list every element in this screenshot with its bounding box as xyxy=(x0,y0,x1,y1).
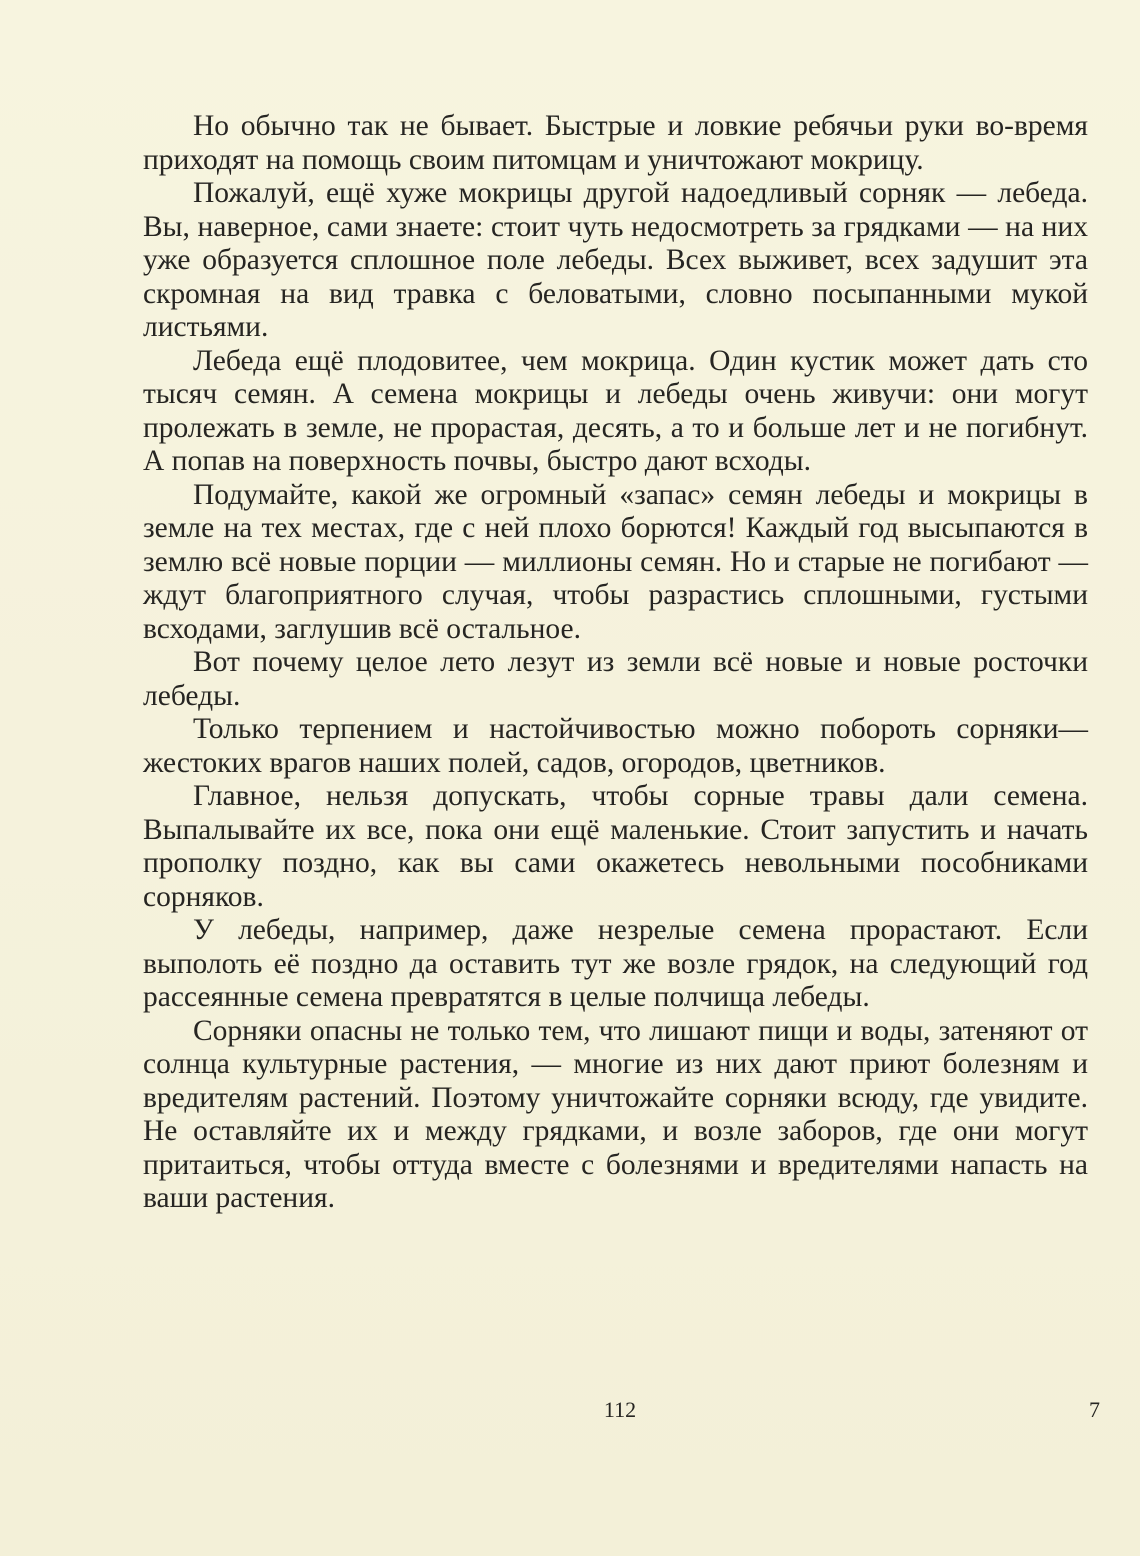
signature-mark: 7 xyxy=(1089,1397,1100,1422)
paragraph: У лебеды, например, даже незрелые семена прорастают. Если выполоть её поздно да оставить тут же возле грядок, на следующий год рассеянные семена превратятся в целые полчища лебеды. xyxy=(143,914,1088,1013)
paragraph: Главное, нельзя допускать, чтобы сорные травы дали семена. Выпалывайте их все, пока они ещё маленькие. Стоит запустить и начать прополку поздно, как вы сами окажетесь невольными пособниками сорняков. xyxy=(143,780,1088,913)
paragraph: Только терпением и настойчивостью можно побороть сорняки—жестоких врагов наших полей, садов, огородов, цветников. xyxy=(143,713,1088,779)
paragraph: Вот почему целое лето лезут из земли всё новые и новые росточки лебеды. xyxy=(143,646,1088,712)
paragraph: Но обычно так не бывает. Быстрые и ловкие ребячьи руки во-время приходят на помощь своим питомцам и уничтожают мокрицу. xyxy=(143,110,1088,176)
paragraph: Сорняки опасны не только тем, что лишают пищи и воды, затеняют от солнца культурные растения, — многие из них дают приют болезням и вредителям растений. Поэтому уничтожайте сорняки всюду, где увидите. Не оставляйте их и между грядками, и возле заборов, где они могут притаиться, чтобы оттуда вместе с болезнями и вредителями напасть на ваши растения. xyxy=(143,1014,1088,1214)
page-number: 112 xyxy=(603,1397,637,1422)
paragraph: Пожалуй, ещё хуже мокрицы другой надоедливый сорняк — лебеда. Вы, наверное, сами знаете: стоит чуть недосмотреть за грядками — на них уже образуется сплошное поле лебеды. Всех выживет, всех задушит эта скромная на вид травка с беловатыми, словно посыпанными мукой листьями. xyxy=(143,177,1088,343)
paragraph: Лебеда ещё плодовитее, чем мокрица. Один кустик может дать сто тысяч семян. А семена мокрицы и лебеды очень живучи: они могут пролежать в земле, не прорастая, десять, а то и больше лет и не погибнут. А попав на поверхность почвы, быстро дают всходы. xyxy=(143,344,1088,477)
paragraph: Подумайте, какой же огромный «запас» семян лебеды и мокрицы в земле на тех местах, где с ней плохо борются! Каждый год высыпаются в землю всё новые порции — миллионы семян. Но и старые не погибают — ждут благоприятного случая, чтобы разрастись сплошными, густыми всходами, заглушив всё остальное. xyxy=(143,478,1088,645)
body-text xyxy=(143,110,1088,1216)
